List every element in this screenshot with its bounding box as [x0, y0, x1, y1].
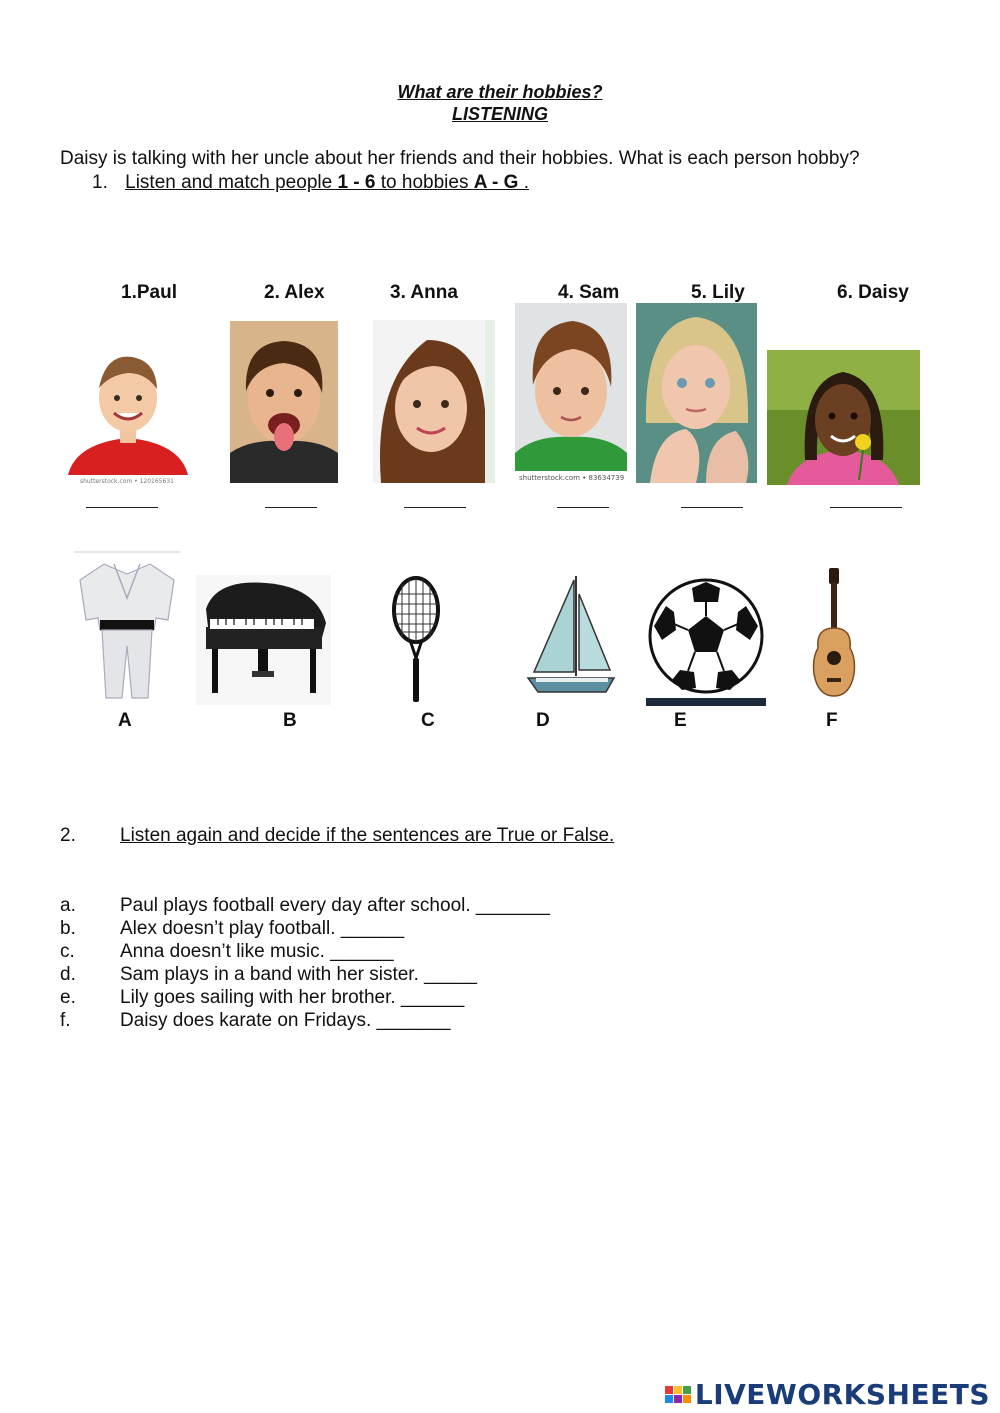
answer-blank-sam[interactable] — [557, 493, 609, 508]
statement-text: Paul plays football every day after school. _______ — [120, 895, 550, 916]
statement-letter: a. — [60, 895, 76, 916]
statement-b[interactable] — [60, 918, 404, 940]
hobby-letter-e: E — [674, 710, 687, 731]
hobby-letter-f: F — [826, 710, 838, 731]
person-name-anna: 3. Anna — [390, 282, 458, 303]
caption-sam: shutterstock.com • 83634739 — [519, 474, 625, 482]
photo-alex — [230, 321, 338, 483]
photo-lily — [636, 303, 757, 483]
guitar-image — [808, 566, 860, 698]
statement-text: Sam plays in a band with her sister. _____ — [120, 964, 477, 985]
logo-text: LIVEWORKSHEETS — [694, 1378, 990, 1411]
hobby-letter-b: B — [283, 710, 297, 731]
person-name-lily: 5. Lily — [691, 282, 745, 303]
statement-text: Alex doesn’t play football. ______ — [120, 918, 405, 939]
liveworksheets-logo — [665, 1378, 990, 1411]
photo-anna — [373, 320, 495, 483]
person-name-daisy: 6. Daisy — [837, 282, 909, 303]
statement-letter: f. — [60, 1010, 71, 1031]
answer-blank-lily[interactable] — [681, 493, 743, 508]
statement-d[interactable] — [60, 964, 477, 986]
soccer-ball-image — [646, 576, 766, 706]
person-name-paul: 1.Paul — [121, 282, 177, 303]
statement-f[interactable] — [60, 1010, 451, 1032]
hobby-letter-a: A — [118, 710, 132, 731]
statement-letter: d. — [60, 964, 76, 985]
sailboat-image — [526, 574, 616, 696]
statement-letter: c. — [60, 941, 75, 962]
photo-paul — [66, 343, 190, 485]
statement-e[interactable] — [60, 987, 464, 1009]
statement-text: Lily goes sailing with her brother. ______ — [120, 987, 465, 1008]
logo-cube-icon — [665, 1386, 691, 1403]
answer-blank-paul[interactable] — [86, 493, 158, 508]
intro-text: Daisy is talking with her uncle about her friends and their hobbies. What is each person hobby? — [60, 148, 860, 169]
worksheet-subtitle: LISTENING — [451, 104, 548, 124]
piano-image — [196, 575, 331, 705]
task-2-number: 2. — [60, 825, 76, 846]
photo-sam — [515, 303, 627, 483]
statement-c[interactable] — [60, 941, 394, 963]
answer-blank-anna[interactable] — [404, 493, 466, 508]
person-name-alex: 2. Alex — [264, 282, 325, 303]
statement-letter: e. — [60, 987, 76, 1008]
statement-letter: b. — [60, 918, 76, 939]
task-1-instruction: Listen and match people 1 - 6 to hobbies A - G . — [125, 172, 529, 193]
hobby-letter-d: D — [536, 710, 550, 731]
task-1-number: 1. — [92, 172, 108, 193]
statement-text: Daisy does karate on Fridays. _______ — [120, 1010, 451, 1031]
task-1 — [92, 172, 529, 194]
worksheet-title: What are their hobbies? — [397, 82, 603, 102]
answer-blank-alex[interactable] — [265, 493, 317, 508]
statement-a[interactable] — [60, 895, 550, 917]
task-2 — [60, 825, 614, 847]
karate-uniform-image — [74, 550, 180, 702]
photo-daisy — [767, 350, 920, 485]
answer-blank-daisy[interactable] — [830, 493, 902, 508]
tennis-racket-image — [388, 574, 444, 704]
hobby-letter-c: C — [421, 710, 435, 731]
caption-paul: shutterstock.com • 120165631 — [80, 478, 174, 485]
task-2-instruction: Listen again and decide if the sentences are True or False. — [120, 825, 615, 846]
person-name-sam: 4. Sam — [558, 282, 620, 303]
statement-text: Anna doesn’t like music. ______ — [120, 941, 394, 962]
